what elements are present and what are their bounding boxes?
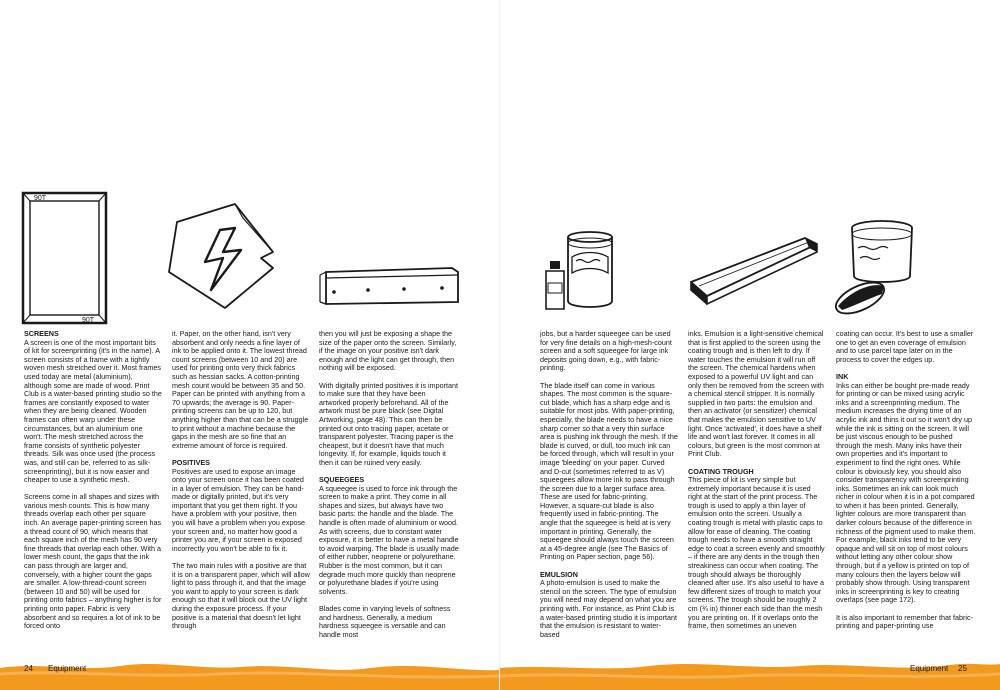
heading-ink: INK	[836, 371, 849, 381]
screen-label-top: 90T	[34, 195, 47, 202]
paragraph: The two main rules with a positive are that it is on a transparent paper, which will allow light to pass through it, and that the image you want to apply to your screen is dark enough so that it will block out the UV light during the exposure process. If your positive is a material that doesn't let light through	[172, 561, 310, 631]
paragraph: inks. Emulsion is a light-sensitive chemical that is first applied to the screen using the coating trough and is then left to dry. If water touches the emulsion it will run off the screen. The chemical hardens when exposed to a powerful UV light and can only then be removed from the screen with a chemical stencil stripper. It is normally supplied in two parts: the emulsion and then an activator (or sensitizer) chemical that makes the emulsion sensitive to UV light. Once 'activated', it does have a shelf life and won't last forever. It comes in all colours, but green is the most common at Print Club.	[688, 330, 824, 459]
paragraph: It is also important to remember that fabric-printing and paper-printing use	[836, 612, 974, 631]
page-number: 24	[24, 664, 33, 673]
right-page	[500, 0, 1000, 690]
paragraph: A screen is one of the most important bits of kit for screenprinting (it's in the name). A screen consists of a frame with a tightly woven mesh stretched over it. Most frames used today are metal (aluminium), although some are made of wood. Print Club is a water-based printing studio so the frames are constantly exposed to water when they are being cleaned. Wooden frames can often warp under these circumstances, but an aluminium one won't. The mesh stretched across the frame consists of synthetic polyester threads. Silk was once used (the process was, and still can be, referred to as silk-screenprinting), but it is now easier and cheaper to use a synthetic mesh.	[24, 337, 162, 485]
section-name: Equipment	[48, 664, 87, 673]
heading-coating-trough: COATING TROUGH	[688, 466, 754, 476]
ink-tub-illustration	[830, 218, 950, 318]
paragraph: Inks can either be bought pre-made ready for printing or can be mixed using acrylic inks and a screenprinting medium. The medium increases the drying time of an acrylic ink and thins it out so it won't dry up while the ink is sitting on the screen. It will be just viscous enough to be pushed through the mesh. Many inks have their own properties and it's important to experiment to find the right ones. While colour is obviously key, you should also consider transparency with screenprinting inks. Sometimes an ink can look much richer in colour when it is in a pot compared to when it has been printed. Generally, lighter colours are more transparent than darker colours because of the difference in richness of the pigment used to make them. For example, black inks tend to be very opaque and will sit on top of most colours without letting any other colour show through, but if a yellow is printed on top of many colours then the layers below will probably show through. Using transparent inks in screenprinting is key to creating overlaps (see page 172).	[836, 380, 976, 605]
paragraph: The blade itself can come in various shapes. The most common is the square-cut blade, which has a sharp edge and is suitable for most jobs. With paper-printing, especially, the blade needs to have a nice sharp corner so that a very thin surface area is pushing ink through the mesh. If the blade is curved, or dull, too much ink can be forced through, which will result in your image 'bleeding' on your paper. Curved and D-cut (sometimes referred to as V) squeegees allow more ink to pass through the screen due to a larger surface area. These are used for fabric-printing. However, a square-cut blade is also frequently used in fabric-printing. The angle that the squeegee is held at is very important in printing. Generally, the squeegee should always touch the screen at a 45-degree angle (see The Basics of Printing on Paper section, page 56).	[540, 380, 678, 562]
paragraph: it. Paper, on the other hand, isn't very absorbent and only needs a fine layer of ink to be applied onto it. The lowest thread count screens (between 10 and 20) are used for printing onto very thick fabrics such as hessian sacks. A cotton-printing mesh count would be between 35 and 50. Paper can be printed with anything from a 70 upwards; the average is 90. Paper-printing screens can be up to 120, but anything higher than that can be a struggle to print without a machine because the gaps in the mesh are so fine that an extreme amount of force is required.	[172, 330, 309, 450]
heading-screens: SCREENS	[24, 330, 59, 338]
paragraph: coating can occur. It's best to use a smaller one to get an even coverage of emulsion and to use parcel tape later on in the process to cover the edges up.	[836, 330, 974, 364]
section-name: Equipment	[910, 664, 949, 673]
left-column-1	[24, 330, 162, 656]
screen-frame-illustration	[20, 190, 110, 328]
paragraph: Blades come in varying levels of softness and hardness. Generally, a medium hardness squeegee is versatile and can handle most	[319, 604, 451, 639]
page-number: 25	[958, 664, 967, 673]
positive-sheet-illustration	[165, 200, 280, 315]
paragraph: A photo-emulsion is used to make the stencil on the screen. The type of emulsion you will need may depend on what you are printing with. For instance, as Print Club is a water-based printing studio it is important that the emulsion is resistant to water-based	[540, 578, 678, 639]
paragraph: This piece of kit is very simple but extremely important because it is used right at the start of the print process. The trough is used to apply a thin layer of emulsion onto the screen. Usually a coating trough is metal with plastic caps to allow for ease of cleaning. The coating trough needs to have a smooth straight edge to coat a screen evenly and smoothly – if there are any dents in the trough then streakiness can occur when coating. The trough should always be thoroughly cleaned after use. It's also useful to have a few different sizes of trough to match your screens. The trough should be roughly 2 cm (¾ in) thinner each side than the mesh you are printing on. If it overlaps onto the frame, then sometimes an uneven	[688, 475, 825, 631]
heading-emulsion: EMULSION	[540, 569, 578, 579]
right-column-2	[688, 330, 826, 656]
emulsion-pots-illustration	[538, 225, 628, 315]
screen-label-bottom: 90T	[82, 317, 95, 324]
paragraph: Screens come in all shapes and sizes with various mesh counts. This is how many threads overlap each other per square inch. An average paper-printing screen has a thread count of 90, which means that each square inch of the mesh has 90 very fine threads that overlap each other. With a lower mesh count, the gaps that the ink can pass through are larger and, conversely, with a higher count the gaps are smaller. A low-thread-count screen (between 10 and 50) will be used for printing onto fabrics – anything higher is for printing onto paper. Fabric is very absorbent and so requires a lot of ink to be forced onto	[24, 492, 162, 631]
left-column-3	[319, 330, 459, 656]
right-column-3	[836, 330, 976, 656]
paragraph: then you will just be exposing a shape the size of the paper onto the screen. Similarly, if the image on your positive isn't dark enough and the light can get through, then nothing will be exposed.	[319, 330, 457, 373]
coating-trough-illustration	[685, 230, 825, 310]
paragraph: jobs, but a harder squeegee can be used for very fine details on a high-mesh-count screen and a soft squeegee for large ink deposits going down, e.g., with fabric-printing.	[540, 330, 672, 373]
paragraph: With digitally printed positives it is important to make sure that they have been artworked properly beforehand. All of the artwork must be pure black (see Digital Artworking, page 48). This can then be printed out onto tracing paper, acetate or transparent polyester. Tracing paper is the cheapest, but it doesn't have that much longevity. If, for example, liquids touch it then it can be ruined very easily.	[319, 380, 459, 467]
paragraph: A squeegee is used to force ink through the screen to make a print. They come in all shapes and sizes, but always have two basic parts: the handle and the blade. The handle is often made of aluminium or wood. As with screens, due to constant water exposure, it is better to have a metal handle to avoid warping. The blade is usually made of either rubber, neoprene or polyurethane. Rubber is the most common, but it can degrade much more quickly than neoprene or polyurethane blades if you're using solvents.	[319, 483, 459, 596]
right-column-1	[540, 330, 678, 656]
left-column-2	[172, 330, 310, 656]
heading-squeegees: SQUEEGEES	[319, 475, 365, 485]
paragraph: Positives are used to expose an image onto your screen once it has been coated in a layer of emulsion. They can be hand-made or digitally printed, but it's very important that you get them right. If you have a problem with your positive, then you will have a problem when you expose your screen and, no matter how good a printer you are, if your screen is exposed incorrectly you won't be able to fix it.	[172, 466, 306, 553]
heading-positives: POSITIVES	[172, 457, 210, 467]
squeegee-illustration	[318, 262, 463, 310]
